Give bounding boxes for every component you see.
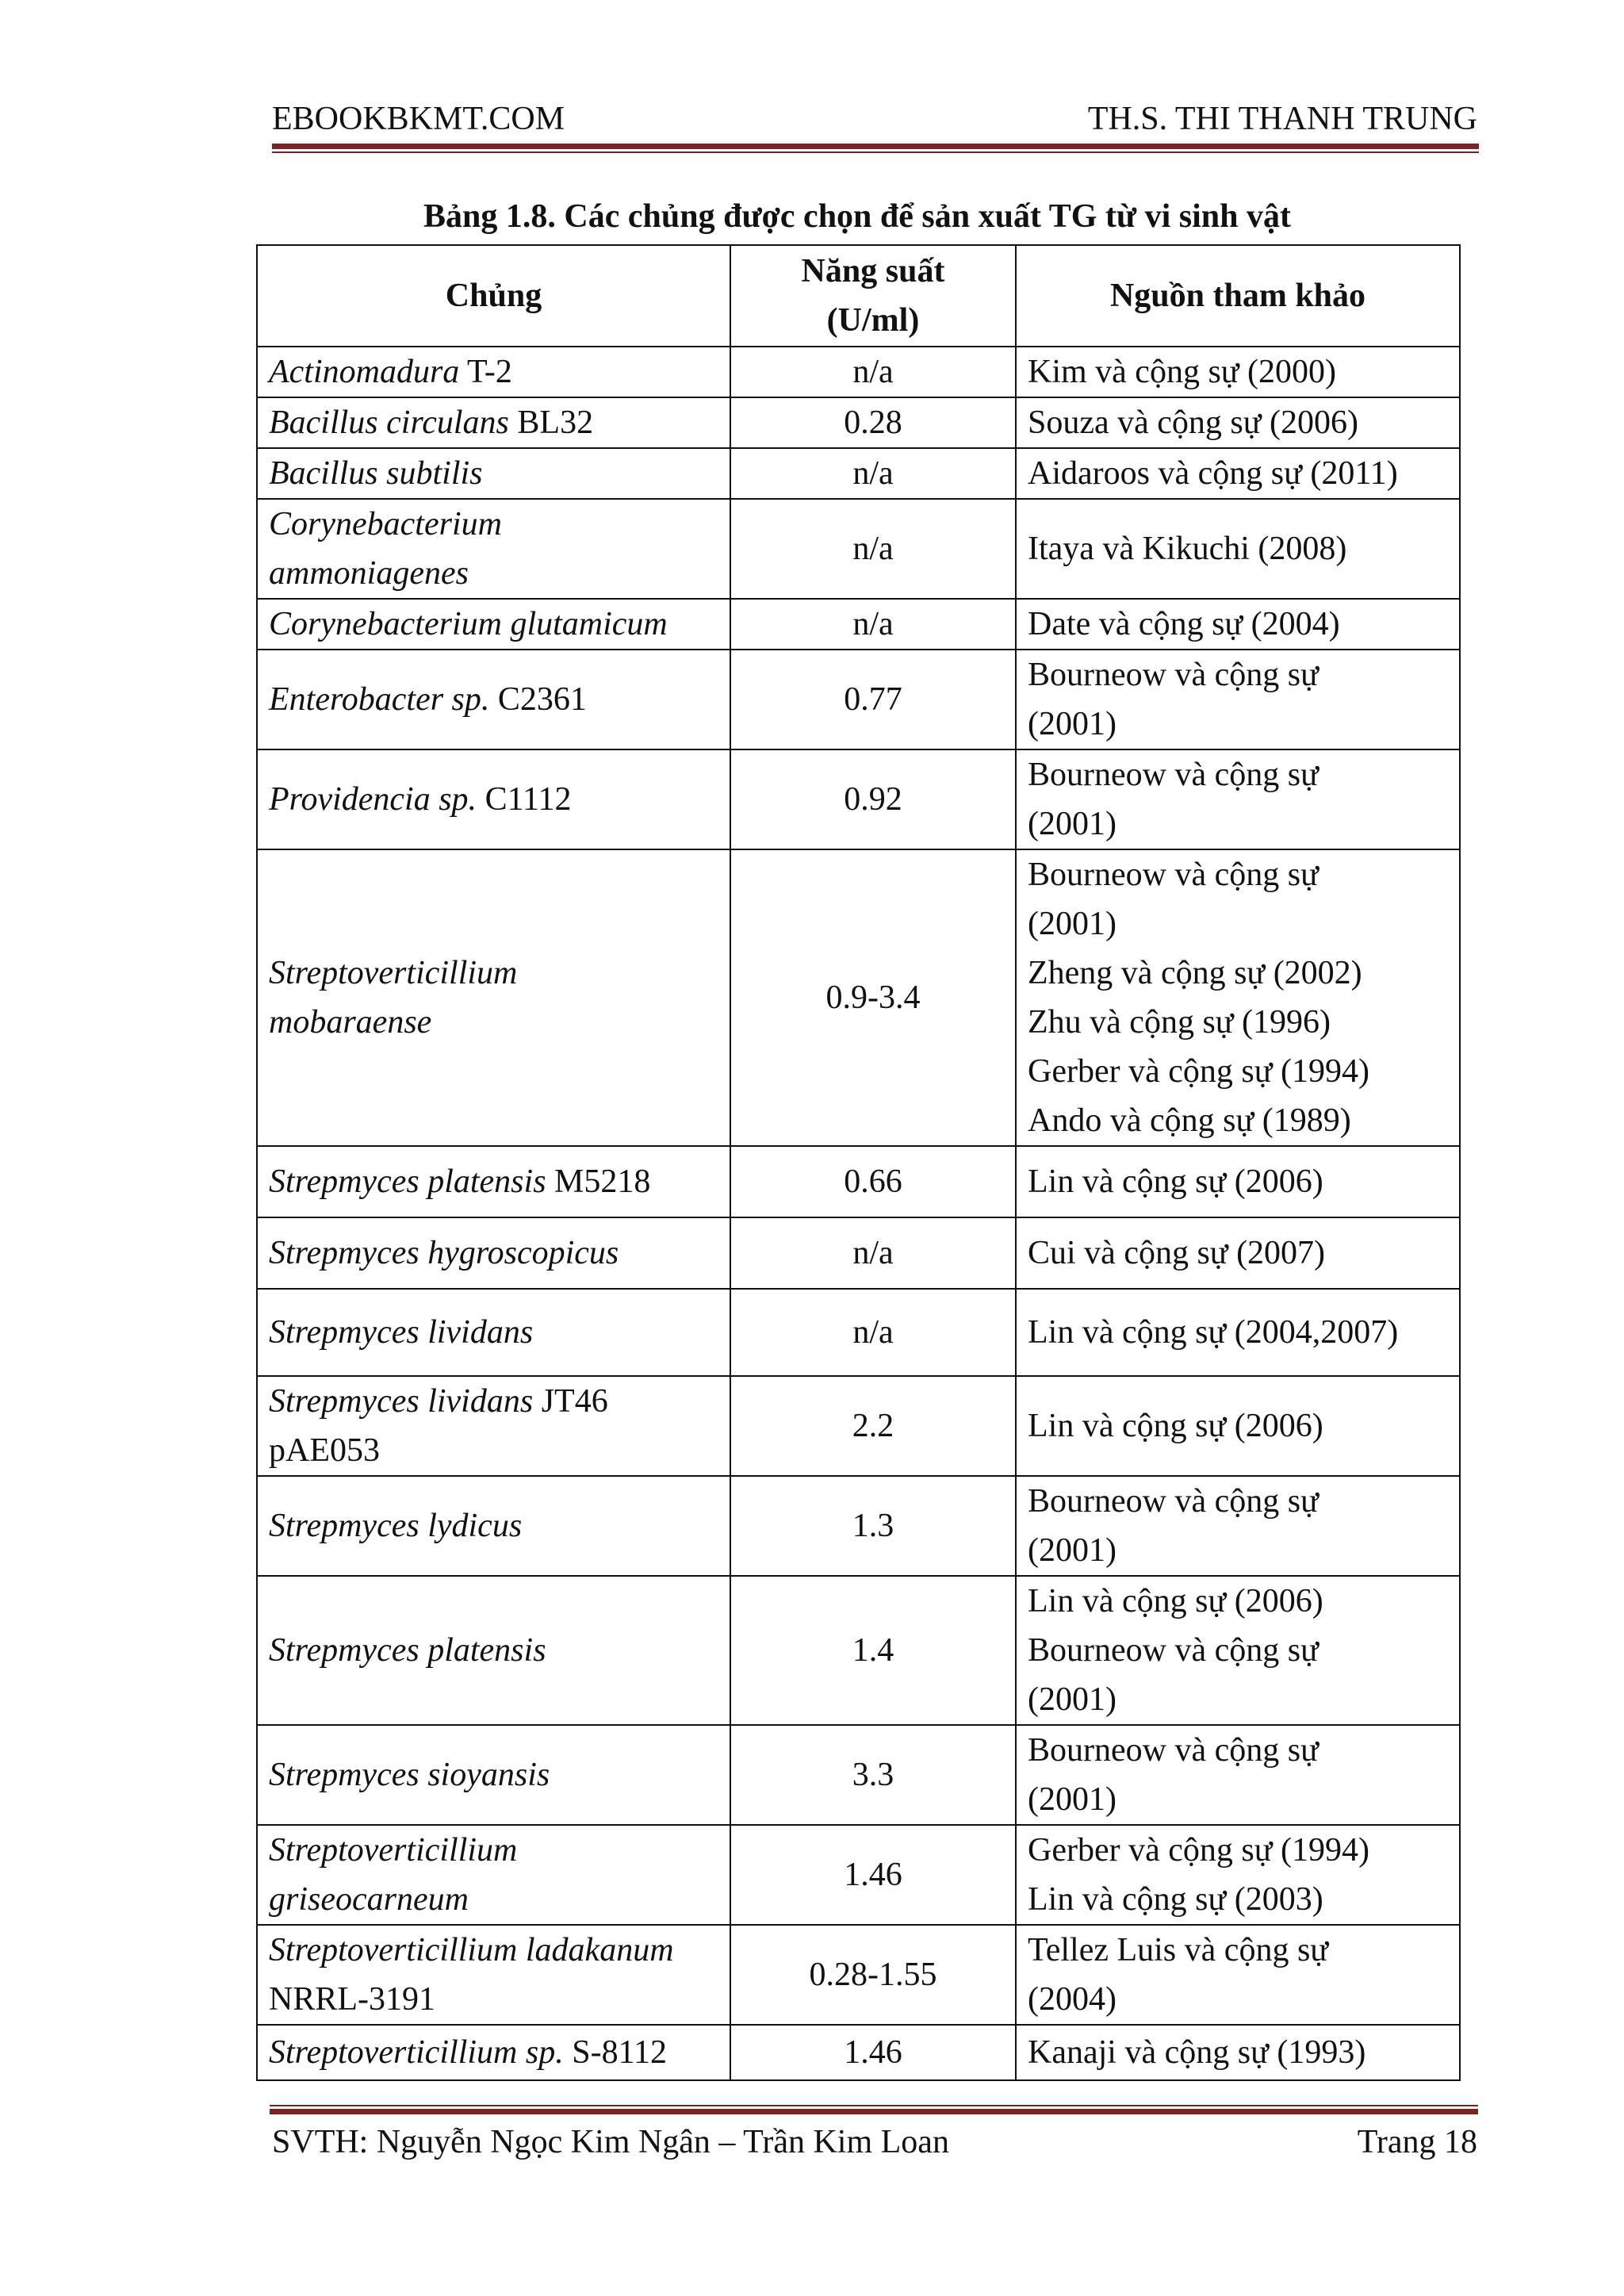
table-row — [257, 1576, 1460, 1725]
cell-reference: Aidaroos và cộng sự (2011) — [1016, 448, 1460, 499]
cell-reference: Bourneow và cộng sự (2001) — [1016, 650, 1460, 749]
strain-code: M5218 — [546, 1163, 651, 1200]
cell-reference: Lin và cộng sự (2006) — [1016, 1376, 1460, 1476]
cell-reference: Lin và cộng sự (2006) — [1016, 1146, 1460, 1217]
cell-reference: Kanaji và cộng sự (1993) — [1016, 2025, 1460, 2080]
table-row — [257, 2025, 1460, 2080]
strain-code: S-8112 — [563, 2034, 668, 2071]
cell-strain — [257, 347, 730, 397]
strain-code: C2361 — [489, 681, 587, 718]
page-number: Trang 18 — [1357, 2124, 1477, 2160]
strain-species: Strepmyces sioyansis — [269, 1757, 550, 1793]
cell-strain — [257, 2025, 730, 2080]
cell-strain — [257, 749, 730, 849]
table-header-row — [257, 245, 1460, 347]
strain-species: Streptoverticillium mobaraense — [269, 955, 518, 1041]
cell-yield: 1.3 — [730, 1476, 1016, 1576]
cell-yield: 1.46 — [730, 2025, 1016, 2080]
strain-species: Streptoverticillium sp. — [269, 2034, 564, 2071]
cell-strain — [257, 1146, 730, 1217]
table-row — [257, 1217, 1460, 1289]
strain-species: Strepmyces lividans — [269, 1314, 534, 1351]
cell-yield: 0.66 — [730, 1146, 1016, 1217]
table-row — [257, 1376, 1460, 1476]
cell-yield: n/a — [730, 448, 1016, 499]
strain-species: Strepmyces platensis — [269, 1632, 546, 1669]
cell-strain — [257, 1217, 730, 1289]
cell-strain — [257, 849, 730, 1146]
col-header-yield: Năng suất (U/ml) — [730, 245, 1016, 347]
table-caption: Bảng 1.8. Các chủng được chọn để sản xuất TG từ vi sinh vật — [423, 198, 1291, 235]
strain-species: Streptoverticillium ladakanum — [269, 1932, 674, 1968]
cell-strain — [257, 1376, 730, 1476]
cell-yield: n/a — [730, 1289, 1016, 1376]
cell-reference: Cui và cộng sự (2007) — [1016, 1217, 1460, 1289]
cell-reference: Date và cộng sự (2004) — [1016, 599, 1460, 650]
strain-code: C1112 — [477, 781, 572, 818]
cell-yield: 0.77 — [730, 650, 1016, 749]
footer-authors: SVTH: Nguyễn Ngọc Kim Ngân – Trần Kim Loan — [272, 2124, 949, 2160]
strain-species: Corynebacterium glutamicum — [269, 606, 668, 642]
cell-reference: Tellez Luis và cộng sự (2004) — [1016, 1925, 1460, 2025]
cell-yield: n/a — [730, 599, 1016, 650]
strain-species: Strepmyces lividans — [269, 1383, 534, 1420]
table-row — [257, 599, 1460, 650]
strain-species: Actinomadura — [269, 354, 460, 390]
strain-species: Bacillus subtilis — [269, 455, 483, 492]
cell-strain — [257, 1825, 730, 1925]
cell-strain — [257, 599, 730, 650]
table-row — [257, 448, 1460, 499]
cell-reference: Bourneow và cộng sự (2001) — [1016, 1725, 1460, 1825]
header-rule — [272, 144, 1479, 153]
cell-strain — [257, 448, 730, 499]
strain-code: T-2 — [459, 354, 512, 390]
cell-reference: Bourneow và cộng sự (2001) — [1016, 1476, 1460, 1576]
cell-yield: 0.9-3.4 — [730, 849, 1016, 1146]
cell-strain — [257, 1289, 730, 1376]
strain-species: Enterobacter sp. — [269, 681, 490, 718]
table-row — [257, 849, 1460, 1146]
strain-species: Streptoverticillium griseocarneum — [269, 1832, 518, 1918]
table-row — [257, 650, 1460, 749]
strain-species: Strepmyces hygroscopicus — [269, 1235, 619, 1271]
cell-strain — [257, 499, 730, 599]
cell-reference: Lin và cộng sự (2006) Bourneow và cộng sự (2001) — [1016, 1576, 1460, 1725]
cell-reference: Lin và cộng sự (2004,2007) — [1016, 1289, 1460, 1376]
cell-strain — [257, 650, 730, 749]
cell-strain — [257, 1925, 730, 2025]
cell-strain — [257, 1576, 730, 1725]
cell-yield: 2.2 — [730, 1376, 1016, 1476]
cell-reference: Gerber và cộng sự (1994) Lin và cộng sự (2003) — [1016, 1825, 1460, 1925]
cell-yield: 1.46 — [730, 1825, 1016, 1925]
strain-species: Providencia sp. — [269, 781, 477, 818]
table-body — [257, 347, 1460, 2080]
col-header-strain: Chủng — [257, 245, 730, 347]
cell-reference: Itaya và Kikuchi (2008) — [1016, 499, 1460, 599]
cell-yield: n/a — [730, 1217, 1016, 1289]
strain-table — [256, 244, 1461, 2081]
cell-yield: n/a — [730, 347, 1016, 397]
cell-reference: Kim và cộng sự (2000) — [1016, 347, 1460, 397]
strain-species: Corynebacterium ammoniagenes — [269, 506, 502, 592]
table-row — [257, 749, 1460, 849]
table-row — [257, 1289, 1460, 1376]
table-row — [257, 1476, 1460, 1576]
table-row — [257, 1146, 1460, 1217]
cell-yield: 0.28-1.55 — [730, 1925, 1016, 2025]
strain-species: Strepmyces lydicus — [269, 1508, 523, 1544]
header-author: TH.S. THI THANH TRUNG — [1087, 101, 1477, 137]
cell-strain — [257, 397, 730, 448]
footer-rule — [270, 2105, 1478, 2114]
table-row — [257, 347, 1460, 397]
col-header-reference: Nguồn tham khảo — [1016, 245, 1460, 347]
cell-yield: 0.28 — [730, 397, 1016, 448]
table-row — [257, 499, 1460, 599]
strain-code: NRRL-3191 — [269, 1981, 435, 2018]
cell-reference: Bourneow và cộng sự (2001) — [1016, 749, 1460, 849]
header-site: EBOOKBKMT.COM — [272, 101, 565, 137]
cell-strain — [257, 1725, 730, 1825]
strain-code: BL32 — [508, 404, 594, 441]
cell-reference: Souza và cộng sự (2006) — [1016, 397, 1460, 448]
cell-strain — [257, 1476, 730, 1576]
cell-yield: 0.92 — [730, 749, 1016, 849]
table-row — [257, 397, 1460, 448]
strain-species: Bacillus circulans — [269, 404, 509, 441]
cell-reference: Bourneow và cộng sự (2001) Zheng và cộng sự (2002) Zhu và cộng sự (1996) Gerber và cộng sự (1994) Ando và cộng sự (1989) — [1016, 849, 1460, 1146]
table-row — [257, 1925, 1460, 2025]
cell-yield: 1.4 — [730, 1576, 1016, 1725]
cell-yield: n/a — [730, 499, 1016, 599]
cell-yield: 3.3 — [730, 1725, 1016, 1825]
table-row — [257, 1725, 1460, 1825]
table-row — [257, 1825, 1460, 1925]
strain-code: JT46 pAE053 — [269, 1383, 608, 1469]
strain-species: Strepmyces platensis — [269, 1163, 546, 1200]
